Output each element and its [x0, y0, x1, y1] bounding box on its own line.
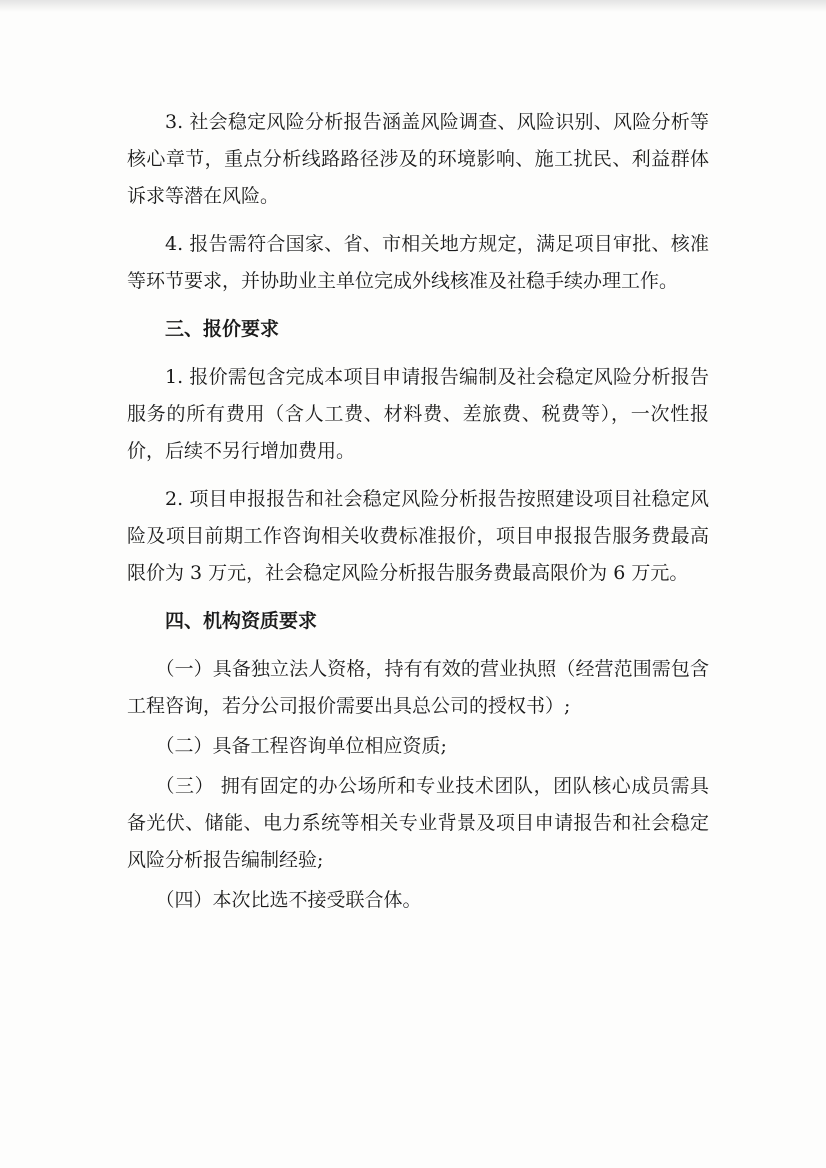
paragraph-pricing-2: 2. 项目申报报告和社会稳定风险分析报告按照建设项目社稳定风险及项目前期工作咨询相关收费标准报价，项目申报报告服务费最高限价为 3 万元，社会稳定风险分析报告服务费最高限价为 6 万元。: [127, 488, 709, 584]
qualification-item-4: （四）本次比选不接受联合体。: [155, 889, 422, 911]
section-heading-qualification: 四、机构资质要求: [165, 610, 318, 632]
section-heading-pricing: 三、报价要求: [165, 318, 280, 340]
qualification-item-1: （一）具备独立法人资格，持有有效的营业执照（经营范围需包含工程咨询，若分公司报价需要出具总公司的授权书）;: [127, 658, 709, 717]
qualification-item-3: （三） 拥有固定的办公场所和专业技术团队，团队核心成员需具备光伏、储能、电力系统等相关专业背景及项目申请报告和社会稳定风险分析报告编制经验;: [127, 775, 709, 871]
document-body: [127, 104, 709, 922]
paragraph-4: 4. 报告需符合国家、省、市相关地方规定，满足项目审批、核准等环节要求，并协助业主单位完成外线核准及社稳手续办理工作。: [127, 233, 709, 292]
qualification-item-2: （二）具备工程咨询单位相应资质;: [155, 735, 447, 757]
scan-top-edge: [0, 0, 826, 12]
paragraph-pricing-1: 1. 报价需包含完成本项目申请报告编制及社会稳定风险分析报告服务的所有费用（含人工费、材料费、差旅费、税费等），一次性报价，后续不另行增加费用。: [127, 366, 709, 462]
paragraph-3: 3. 社会稳定风险分析报告涵盖风险调查、风险识别、风险分析等核心章节，重点分析线路路径涉及的环境影响、施工扰民、利益群体诉求等潜在风险。: [127, 111, 709, 207]
